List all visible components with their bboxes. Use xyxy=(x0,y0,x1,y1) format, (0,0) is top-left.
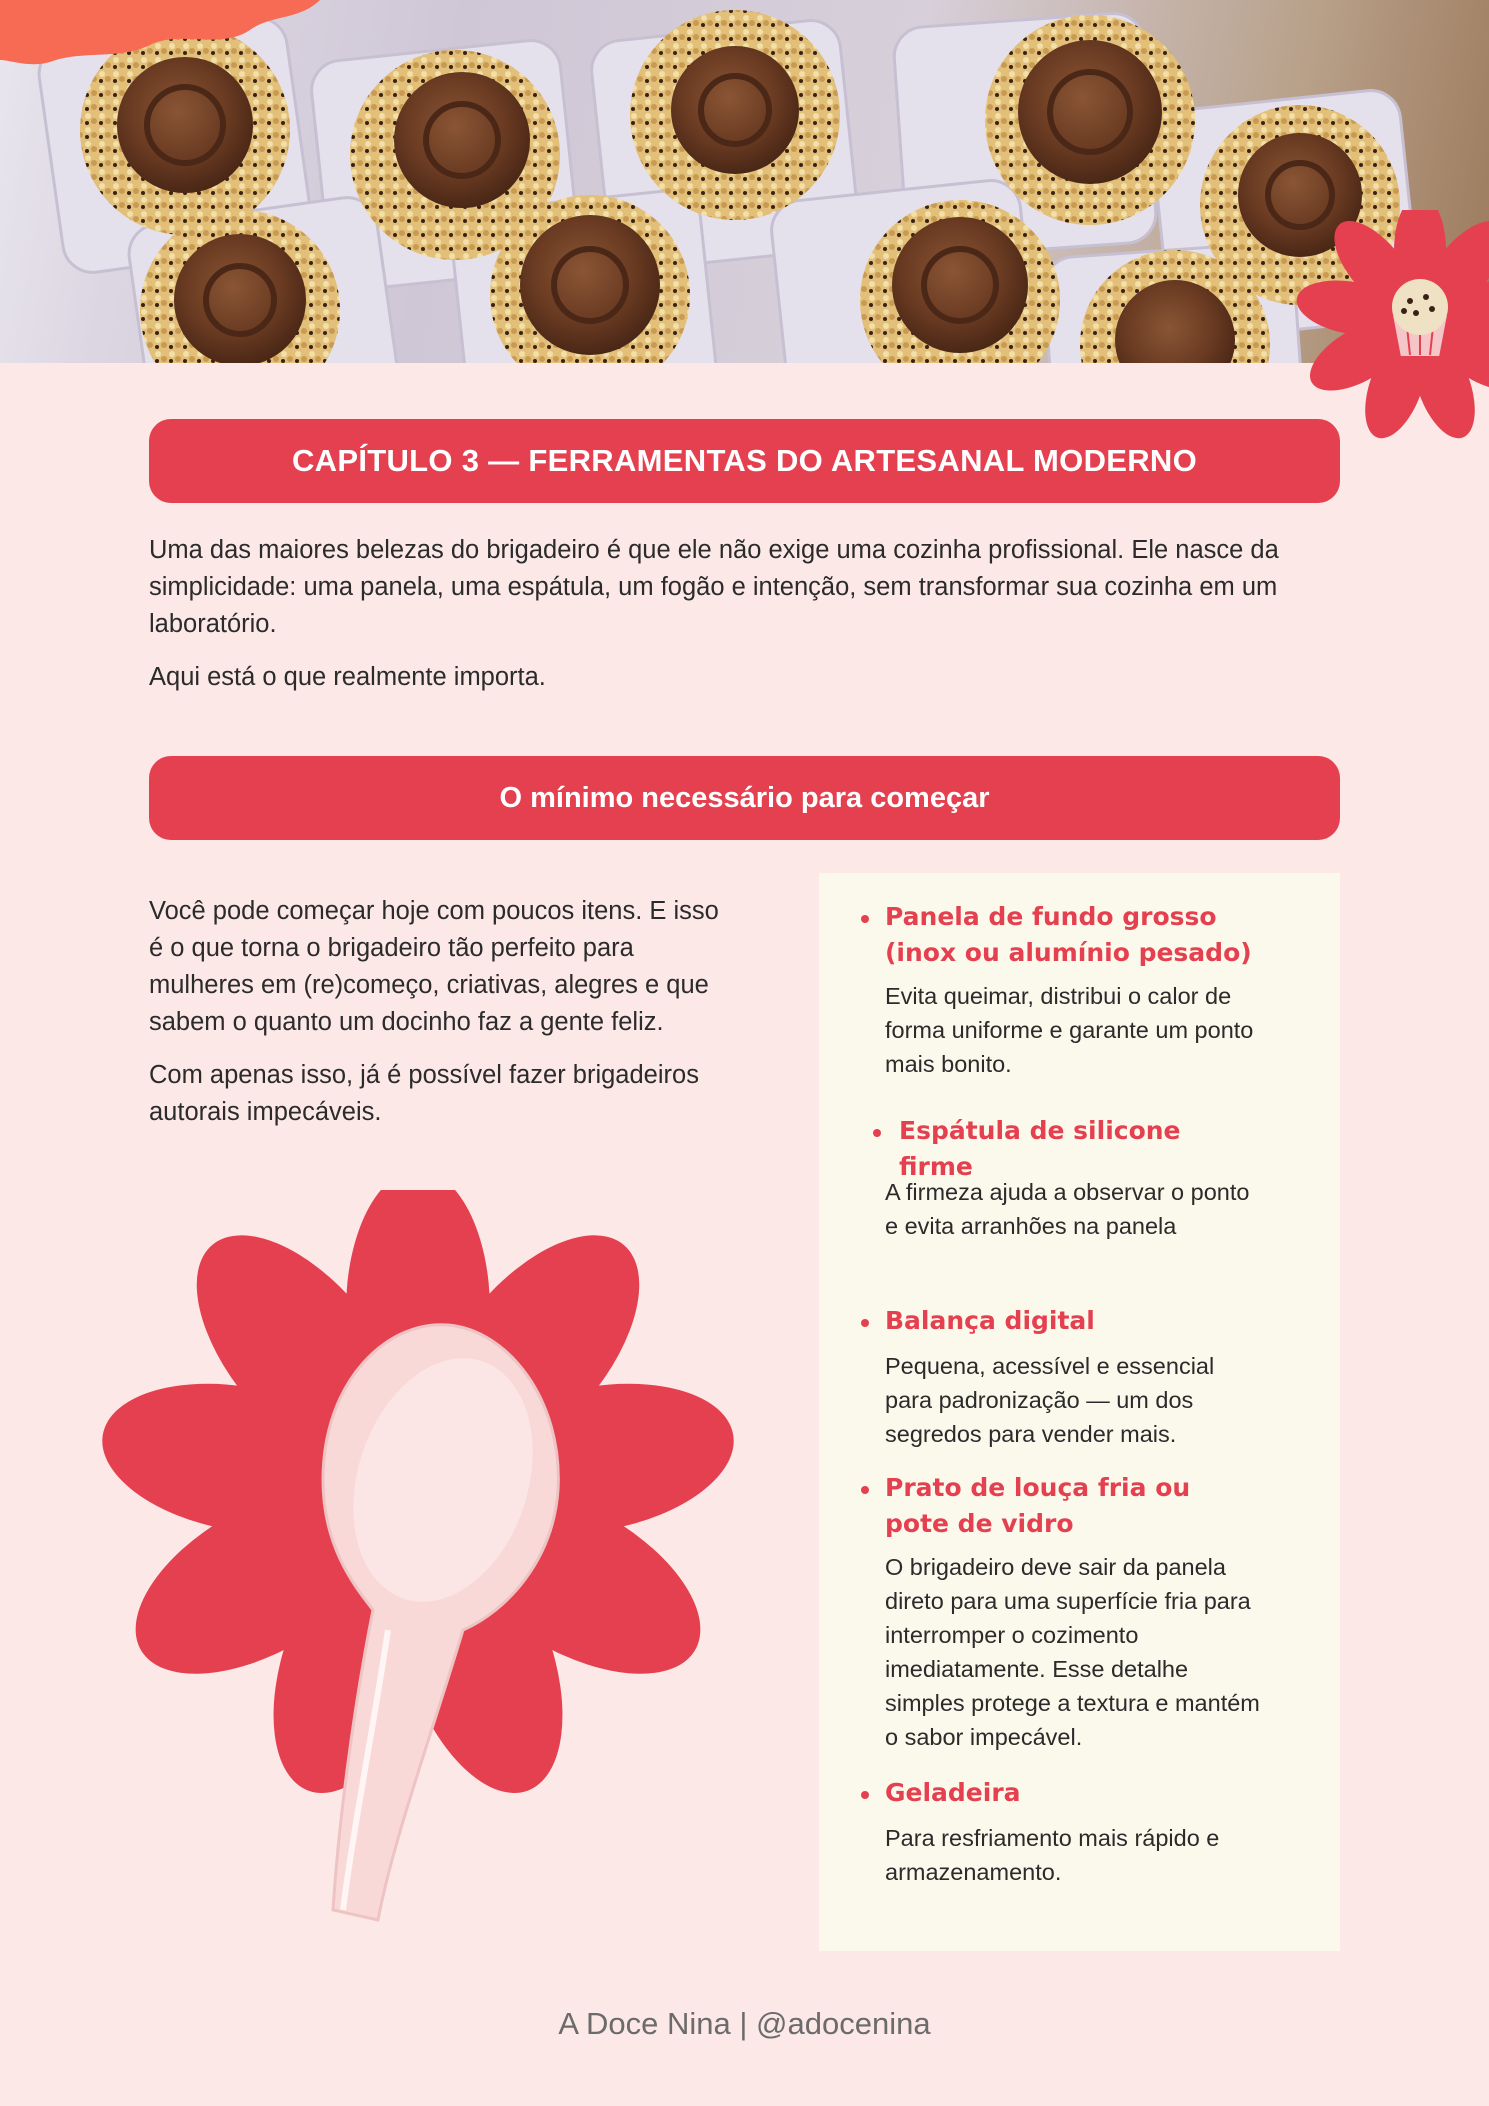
bullet xyxy=(861,915,869,923)
tool-title: Espátula de silicone firme xyxy=(899,1116,1181,1181)
tool-title: Prato de louça fria ou pote de vidro xyxy=(885,1473,1191,1538)
tool-description: Pequena, acessível e essencial para padronização — um dos segredos para vender mais. xyxy=(885,1353,1215,1447)
intro-text xyxy=(149,532,1349,712)
flower-spoon-illustration xyxy=(88,1190,788,1980)
section-title: O mínimo necessário para começar xyxy=(499,781,990,814)
tools-card xyxy=(819,873,1340,1951)
decorative-blob xyxy=(0,0,320,70)
tool-title: Panela de fundo grosso (inox ou alumínio pesado) xyxy=(885,902,1252,967)
footer-credit: A Doce Nina | @adocenina xyxy=(558,2006,931,2041)
bullet xyxy=(861,1791,869,1799)
bullet xyxy=(861,1486,869,1494)
left-paragraph-1: Você pode começar hoje com poucos itens. E isso é o que torna o brigadeiro tão perfeito para mulheres em (re)começo, criativas, alegres e que sabem o quanto um docinho faz a gente feliz. xyxy=(149,897,719,1036)
tool-description: Para resfriamento mais rápido e armazenamento. xyxy=(885,1825,1220,1885)
left-paragraph-2: Com apenas isso, já é possível fazer brigadeiros autorais impecáveis. xyxy=(149,1061,699,1126)
intro-paragraph-1: Uma das maiores belezas do brigadeiro é que ele não exige uma cozinha profissional. Ele nasce da simplicidade: uma panela, uma espátula, um fogão e intenção, sem transformar sua cozinha em um laboratório. xyxy=(149,536,1279,638)
intro-paragraph-2: Aqui está o que realmente importa. xyxy=(149,663,546,691)
hero-photo xyxy=(0,0,1489,363)
tool-description: O brigadeiro deve sair da panela direto para uma superfície fria para interromper o cozimento imediatamente. Esse detalhe simples protege a textura e mantém o sabor impecável. xyxy=(885,1554,1260,1750)
tool-title: Balança digital xyxy=(885,1306,1095,1335)
section-title-banner xyxy=(149,756,1340,840)
flower-cupcake-icon xyxy=(1290,210,1489,450)
bullet xyxy=(873,1129,881,1137)
tool-title: Geladeira xyxy=(885,1778,1021,1807)
tool-description: Evita queimar, distribui o calor de forma uniforme e garante um ponto mais bonito. xyxy=(885,983,1254,1077)
chapter-title: CAPÍTULO 3 — FERRAMENTAS DO ARTESANAL MODERNO xyxy=(291,443,1198,478)
tool-description: A firmeza ajuda a observar o ponto e evita arranhões na panela xyxy=(885,1179,1250,1239)
chapter-title-banner xyxy=(149,419,1340,503)
left-column-text xyxy=(149,893,719,1147)
bullet xyxy=(861,1319,869,1327)
